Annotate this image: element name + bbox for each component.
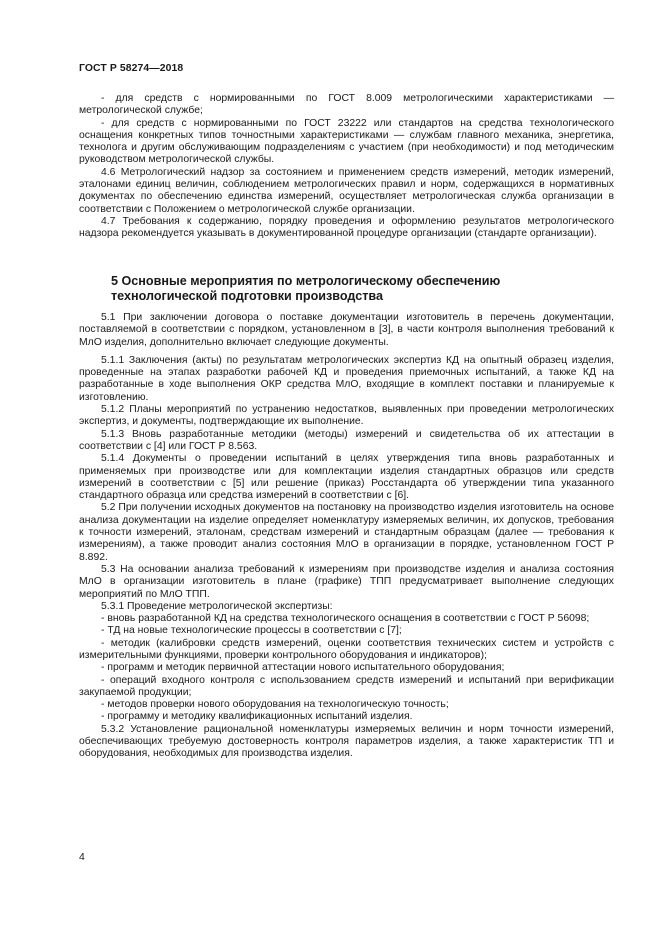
list-item: - методик (калибровки средств измерений, оценки соответствия технических систем и устройств с измерительными функциями, проверки контрольного оборудования и индикаторов); <box>79 637 614 661</box>
list-item: - программу и методику квалификационных испытаний изделия. <box>101 711 413 723</box>
paragraph: 5.3.2 Установление рациональной номенклатуры измеряемых величин и норм точности измерений, обеспечивающих требуемую достоверность контроля параметров изделия, а также характеристик ТП и оборудования, необходимых для производства изделия. <box>79 723 614 760</box>
paragraph: 5.1.4 Документы о проведении испытаний в целях утверждения типа вновь разработанных и применяемых при производстве или для комплектации изделия стандартных образцов или средств измерений в соответствии с [5] или решение (приказ) Росстандарта об утверждении типа указанного стандартного образца или средства измерений в соответствии с [6]. <box>79 453 614 502</box>
paragraph: 5.2 При получении исходных документов на постановку на производство изделия изготовитель на основе анализа документации на изделие определяет номенклатуру измеряемых величин, их допусков, требования к точности измерений, эталонам, средствам измерений и стандартным образцам (далее — требования к измерениям), а также проводит анализ состояния МлО в организации в порядке, установленном ГОСТ Р 8.892. <box>79 502 614 563</box>
paragraph: 4.7 Требования к содержанию, порядку проведения и оформлению результатов метрологического надзора рекомендуется указывать в документированной процедуре организации (стандарте организации). <box>79 215 614 240</box>
paragraph: 5.1.1 Заключения (акты) по результатам метрологических экспертиз КД на опытный образец изделия, проведенные на этапах разработки рабочей КД и проведения приемочных испытаний, а также КД на разработанные в ходе выполнения ОКР средства МлО, входящие в комплект поставки и планируемые к изготовлению. <box>79 354 614 403</box>
list-item: - ТД на новые технологические процессы в соответствии с [7]; <box>101 625 402 637</box>
paragraph: 5.1.2 Планы мероприятий по устранению недостатков, выявленных при проведении метрологических экспертиз, и документы, подтверждающие их выполнение. <box>79 404 614 428</box>
paragraph: - для средств с нормированными по ГОСТ 8.009 метрологическими характеристиками — метрологической службе; <box>79 93 614 117</box>
list-item: - вновь разработанной КД на средства технологического оснащения в соответствии с ГОСТ Р 56098; <box>101 613 590 625</box>
list-item: - операций входного контроля с использованием средств измерений и испытаний при верификации закупаемой продукции; <box>79 674 614 698</box>
section-title-line: 5 Основные мероприятия по метрологическому обеспечению <box>111 273 501 288</box>
list-item: - методов проверки нового оборудования на технологическую точность; <box>101 699 449 711</box>
section-title <box>79 274 614 304</box>
paragraph: 5.1 При заключении договора о поставке документации изготовитель в перечень документации, поставляемой в соответствии с порядком, установленном в [3], в части контроля выполнения требований к МлО изделия, дополнительно включает следующие документы. <box>79 311 614 348</box>
document-header: ГОСТ Р 58274—2018 <box>79 63 184 74</box>
paragraph: 4.6 Метрологический надзор за состоянием и применением средств измерений, методик измерений, эталонами единиц величин, соблюдением метрологических правил и норм, содержащихся в нормативных документах по обеспечению единства измерений, осуществляет метрологическая служба организации в соответствии с Положением о метрологической службе организации. <box>79 166 614 215</box>
paragraph: - для средств с нормированными по ГОСТ 23222 или стандартов на средства технологического оснащения конкретных типов точностными характеристиками — службам главного механика, энергетика, технолога и другим обслуживающим подразделениям с участием (при необходимости) и под методическим руководством метрологической службы. <box>79 117 614 166</box>
paragraph: 5.1.3 Вновь разработанные методики (методы) измерений и свидетельства об их аттестации в соответствии с [4] или ГОСТ Р 8.563. <box>79 428 614 452</box>
document-body <box>79 93 614 761</box>
section-title-line: технологической подготовки производства <box>111 288 383 303</box>
paragraph: 5.3 На основании анализа требований к измерениям при производстве изделия и анализа состояния МлО в организации изготовитель в плане (графике) ТПП предусматривает выполнение следующих мероприятий по МлО ТПП. <box>79 563 614 600</box>
list-item: - программ и методик первичной аттестации нового испытательного оборудования; <box>101 662 505 674</box>
page-number: 4 <box>79 852 85 863</box>
paragraph: 5.3.1 Проведение метрологической экспертизы: <box>101 600 333 612</box>
